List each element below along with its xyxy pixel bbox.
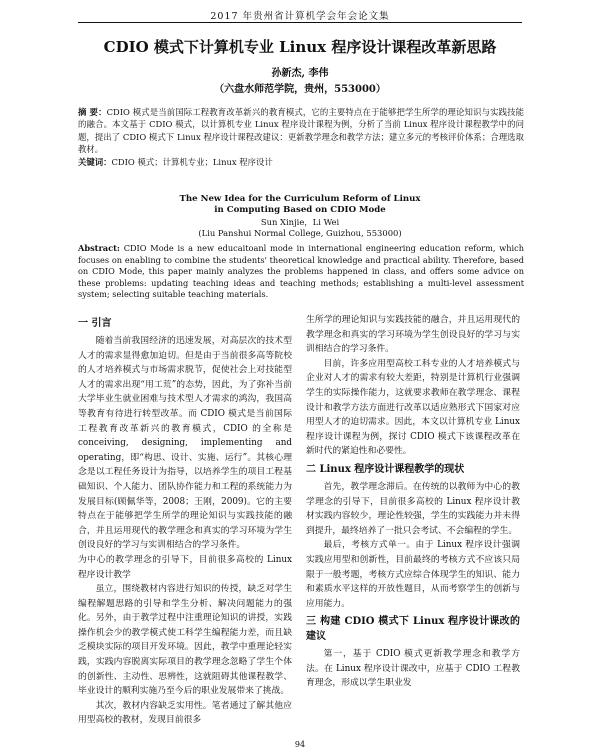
section3-heading: 三 构建 CDIO 模式下 Linux 程序设计课改的建议 (306, 616, 520, 643)
authors: 孙新杰, 李伟 (271, 68, 329, 79)
section2-heading: 二 Linux 程序设计课程教学的现状 (306, 463, 465, 475)
english-title-line2: in Computing Based on CDIO Mode (214, 205, 386, 215)
english-byline (0, 217, 600, 239)
paper-title: CDIO 模式下计算机专业 Linux 程序设计课程改革新思路 (103, 38, 497, 56)
right-paragraph-2: 目前，许多应用型高校工科专业的人才培养模式与企业对人才的需求有较大差距，特别是计算机行业强调学生的实际操作能力，这就要求教师在教学理念、课程设计和教学方法方面进行改革以适应熟形式下国家对应用型人才的迫切需求。因此，本文以计算机专业 Linux 程序设计课程为例，探讨 CDIO 模式下该课程改革在新时代的紧迫性和必要性。 (306, 358, 520, 457)
abstract-label: 摘 要： (78, 107, 107, 117)
right-paragraph-4: 最后，考核方式单一。由于 Linux 程序设计强调实践应用型和创新性，目前最终的考核方式不应该只局限于一般考题，考核方式应综合体现学生的知识、能力和素质水平这样的开放性题目，从而考察学生的创新与应用能力。 (306, 540, 520, 609)
english-title-line1: The New Idea for the Curriculum Reform of Linux (179, 194, 421, 204)
right-paragraph-1: 生所学的理论知识与实践技能的融合，并且运用现代的教学理念和真实的学习环境为学生创设良好的学习与实训相结合的学习条件。 (306, 315, 520, 355)
english-title (0, 194, 600, 216)
chinese-abstract (78, 106, 524, 168)
right-paragraph-3: 首先，教学理念滞后。在传统的以教师为中心的教学理念的引导下，目前很多高校的 Linux 程序设计教材实践内容较少，理论性较强，学生的实践能力并未得到提升，最终培养了一批只会考试、不会编程的学生。 (306, 481, 520, 536)
english-abstract (78, 243, 524, 301)
left-paragraph-4: 其次，教材内容缺乏实用性。笔者通过了解其他应用型高校的教材，发现目前很多 (78, 700, 292, 726)
left-paragraph-3: 虽立，围绕教材内容进行知识的传授，缺乏对学生编程解题思路的引导和学生分析、解决问题能力的强化。另外，由于教学过程中注重理论知识的讲授，实践操作机会少的教学模式使工科学生编程能力差，而且缺乏模块实际的项目开发环境。因此，教学中重理论轻实践，实践内容脱离实际项目的教学理念忽略了学生个体的创新性、主动性、思辨性，这就阻碍其他课程教学、毕业设计的顺利实施乃至今后的职业发展带来了挑战。 (78, 584, 292, 697)
right-paragraph-5: 第一，基于 CDIO 模式更新教学理念和教学方法。在 Linux 程序设计课改中，应基于 CDIO 工程教育理念，形成以学生职业发 (306, 649, 520, 689)
running-header: 2017 年贵州省计算机学会年会论文集 (210, 11, 390, 22)
left-column (78, 313, 292, 728)
header-rule (78, 22, 522, 23)
keywords-label: 关键词： (78, 156, 112, 167)
english-abstract-text: CDIO Mode is a new educaitoanl mode in international engineering education reform, which focuses on enabling to combine the students' theoretical knowledge and practical ability. Therefore, based on CDIO Mode, this paper mainly analyzes the problems happened in class, and offers some advice on these problems: updating teaching ideas and teaching methods; establishing a multi-level assessment system; selecting suitable teaching materials. (78, 243, 525, 300)
english-authors: Sun Xinjie，Li Wei (260, 217, 340, 227)
english-affiliation: (Liu Panshui Normal College, Guizhou, 553000) (198, 228, 402, 238)
section1-heading: 一 引言 (78, 318, 112, 329)
affiliation: （六盘水师范学院，贵州，553000） (214, 84, 386, 95)
english-abstract-label: Abstract: (78, 243, 120, 253)
right-column (306, 313, 520, 691)
left-paragraph-2: 为中心的教学理念的引导下，目前很多高校的 Linux 程序设计教学 (78, 554, 292, 580)
keywords-text: CDIO 模式；计算机专业；Linux 程序设计 (111, 156, 273, 167)
abstract-text: CDIO 模式是当前国际工程教育改革新兴的教育模式，它的主要特点在于能够把学生所学的理论知识与实践技能的融合。本文基于 CDIO 模式，以计算机专业 Linux 程序设计课程为例，分析了当前 Linux 程序设计课程教学中的问题，提出了 CDIO 模式下 Linux 程序设计课程改建议：更新教学理念和教学方法；建立多元的考核评价体系；合理选取教材。 (78, 107, 524, 155)
page-number: 94 (294, 740, 306, 749)
left-paragraph-1: 随着当前我国经济的迅速发展，对高层次的技术型人才的需求显得愈加迫切。但是由于当前很多高等院校的人才培养模式与市场需求脱节，促使社会上对技能型人才的需求出现“用工荒”的态势，因此，为了弥补当前大学毕业生就业困难与技术型人才需求的鸿沟，我国高等教育有待进行转型改革。而 CDIO 模式是当前国际工程教育改革新兴的教育模式，CDIO 的全称是 conceiving, designing, implementing and operating，即“构思、设计、实施、运行”。其核心理念是以工程任务设计为指导，以培养学生的项目工程基础知识、个人能力、团队协作能力和工程的系统能力为发展目标(顾佩华等，2008；王刚，2009)。它的主要特点在于能够把学生所学的理论知识与实践技能的融合，并且运用现代的教学理念和真实的学习环境为学生创设良好的学习与实训相结合的学习条件。 (78, 336, 292, 551)
